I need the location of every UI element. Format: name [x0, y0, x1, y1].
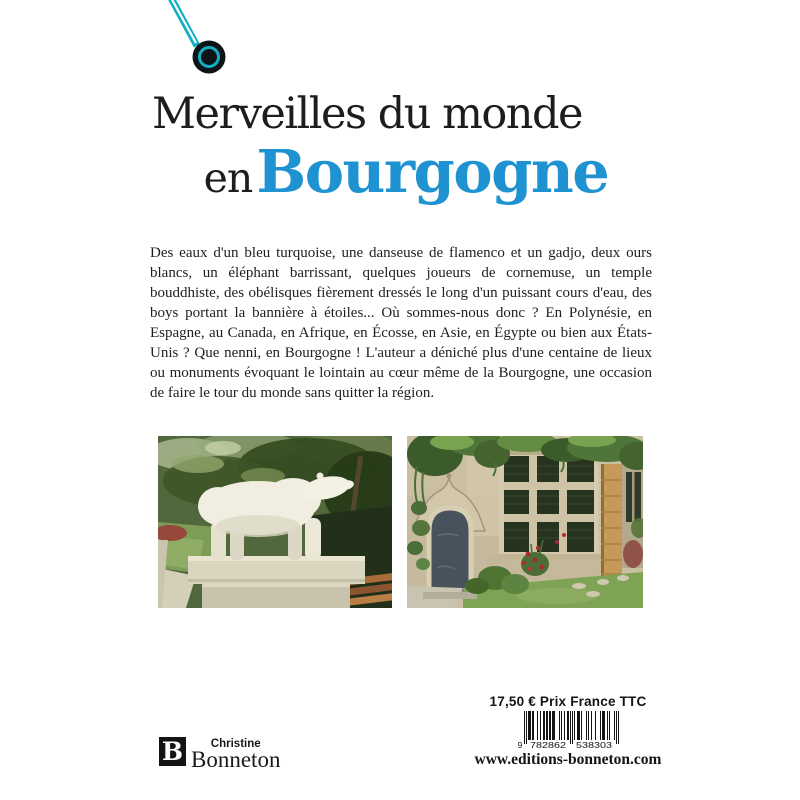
publisher-logo-square	[159, 737, 186, 766]
retail-block	[468, 694, 668, 769]
svg-text:538303: 538303	[576, 740, 613, 749]
publisher-logo-letter: B	[161, 737, 184, 766]
publisher-name	[191, 737, 280, 770]
svg-text:9: 9	[517, 740, 523, 749]
quoin-stones	[601, 464, 622, 582]
title-prefix: en	[203, 154, 253, 202]
website-url: www.editions-bonneton.com	[474, 751, 662, 768]
photo-row	[158, 436, 643, 608]
ean13-barcode	[468, 711, 668, 749]
cover-title	[0, 88, 800, 220]
price-line: 17,50 € Prix France TTC	[489, 694, 647, 709]
ring-outer	[193, 41, 226, 74]
photo-stone-house-facade	[407, 436, 643, 608]
publisher-first-name: Christine	[210, 738, 261, 750]
publisher-logo	[159, 737, 280, 770]
photo-polar-bear-statue	[158, 436, 392, 608]
svg-text:782862: 782862	[530, 740, 567, 749]
mullioned-window	[497, 451, 601, 560]
pedestal	[188, 556, 365, 608]
back-cover-blurb: Des eaux d'un bleu turquoise, une danseuse de flamenco et un gadjo, deux ours blancs, un éléphant barrissant, quelques joueurs de cornemuse, un temple bouddhiste, des obélisques fièrement dressés le long d'un puissant cours d'eau, des boys portant la bannière à étoiles... Où sommes-nous donc ? En Polynésie, en Espagne, au Canada, en Afrique, en Écosse, en Asie, en Égypte ou bien aux États-Unis ? Que nenni, en Bourgogne ! L'auteur a déniché plus d'une centaine de lieux ou monuments évoquant le lointain au cœur même de la Bourgogne, une occasion de faire le tour du monde sans quitter la région.	[150, 245, 652, 401]
cord-ring-ornament-icon	[0, 0, 260, 90]
title-line2	[6, 137, 800, 220]
door	[429, 508, 471, 594]
publisher-last-name: Bonneton	[191, 747, 281, 772]
title-line1: Merveilles du monde	[152, 89, 582, 139]
title-region: Bourgogne	[256, 137, 609, 206]
far-right-wall	[622, 464, 643, 568]
